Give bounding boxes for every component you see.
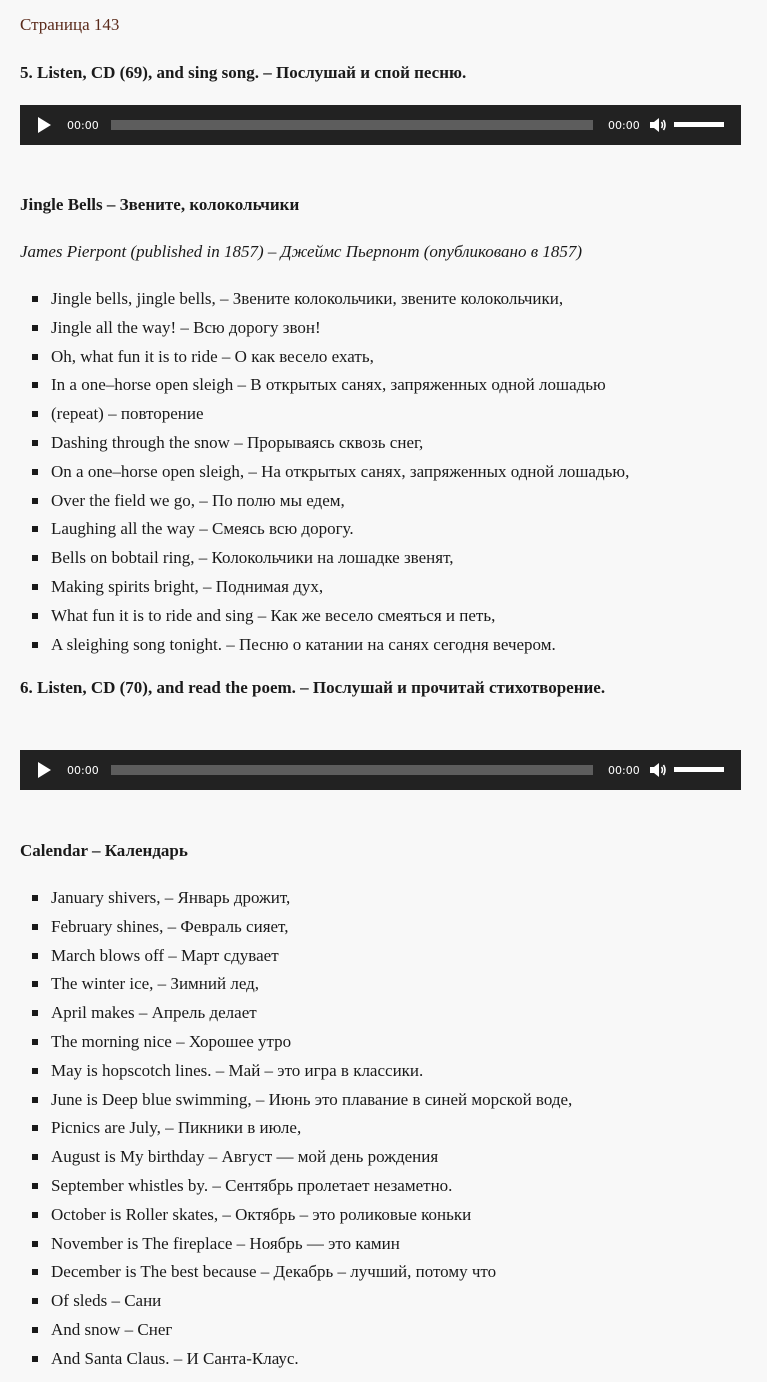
list-item: The morning nice – Хорошее утро: [20, 1029, 572, 1058]
audio-player-exercise-6: [20, 750, 741, 790]
list-item: In a one–horse open sleigh – В открытых санях, запряженных одной лошадью: [20, 372, 629, 401]
list-item: A sleighing song tonight. – Песню о катании на санях сегодня вечером.: [20, 632, 629, 661]
list-item: Laughing all the way – Смеясь всю дорогу.: [20, 516, 629, 545]
list-item: Picnics are July, – Пикники в июле,: [20, 1115, 572, 1144]
list-item: October is Roller skates, – Октябрь – это роликовые коньки: [20, 1202, 572, 1231]
list-item: Of sleds – Сани: [20, 1288, 572, 1317]
list-item: Over the field we go, – По полю мы едем,: [20, 488, 629, 517]
song-lyrics-list: [20, 286, 629, 660]
list-item: (repeat) – повторение: [20, 401, 629, 430]
list-item: What fun it is to ride and sing – Как же весело смеяться и петь,: [20, 603, 629, 632]
list-item: February shines, – Февраль сияет,: [20, 914, 572, 943]
list-item: April makes – Апрель делает: [20, 1000, 572, 1029]
list-item: Bells on bobtail ring, – Колокольчики на лошадке звенят,: [20, 545, 629, 574]
list-item: September whistles by. – Сентябрь пролетает незаметно.: [20, 1173, 572, 1202]
exercise-6-heading: 6. Listen, CD (70), and read the poem. – Послушай и прочитай стихотворение.: [20, 678, 606, 697]
list-item: And Santa Claus. – И Санта-Клаус.: [20, 1346, 572, 1375]
list-item: January shivers, – Январь дрожит,: [20, 885, 572, 914]
list-item: August is My birthday – Август — мой день рождения: [20, 1144, 572, 1173]
list-item: Jingle all the way! – Всю дорогу звон!: [20, 315, 629, 344]
volume-icon[interactable]: [649, 117, 667, 133]
list-item: Making spirits bright, – Поднимая дух,: [20, 574, 629, 603]
list-item: And snow – Снег: [20, 1317, 572, 1346]
play-icon[interactable]: [38, 762, 51, 778]
poem-title: Calendar – Календарь: [20, 841, 188, 860]
page-label: Страница 143: [20, 15, 120, 34]
duration-time: 00:00: [608, 764, 640, 777]
list-item: November is The fireplace – Ноябрь — это камин: [20, 1231, 572, 1260]
list-item: Jingle bells, jingle bells, – Звените колокольчики, звените колокольчики,: [20, 286, 629, 315]
play-icon[interactable]: [38, 117, 51, 133]
current-time: 00:00: [67, 764, 99, 777]
list-item: The winter ice, – Зимний лед,: [20, 971, 572, 1000]
poem-lines-list: [20, 885, 572, 1375]
audio-player-exercise-5: [20, 105, 741, 145]
song-title: Jingle Bells – Звените, колокольчики: [20, 195, 300, 214]
list-item: June is Deep blue swimming, – Июнь это плавание в синей морской воде,: [20, 1087, 572, 1116]
list-item: Dashing through the snow – Прорываясь сквозь снег,: [20, 430, 629, 459]
list-item: December is The best because – Декабрь – лучший, потому что: [20, 1259, 572, 1288]
song-author: James Pierpont (published in 1857) – Джеймс Пьерпонт (опубликовано в 1857): [20, 242, 583, 261]
volume-slider[interactable]: [674, 122, 724, 127]
list-item: May is hopscotch lines. – Май – это игра в классики.: [20, 1058, 572, 1087]
duration-time: 00:00: [608, 119, 640, 132]
seek-slider[interactable]: [111, 765, 593, 775]
list-item: On a one–horse open sleigh, – На открытых санях, запряженных одной лошадью,: [20, 459, 629, 488]
seek-slider[interactable]: [111, 120, 593, 130]
list-item: Oh, what fun it is to ride – О как весело ехать,: [20, 344, 629, 373]
current-time: 00:00: [67, 119, 99, 132]
volume-slider[interactable]: [674, 767, 724, 772]
list-item: March blows off – Март сдувает: [20, 943, 572, 972]
exercise-5-heading: 5. Listen, CD (69), and sing song. – Послушай и спой песню.: [20, 63, 467, 82]
volume-icon[interactable]: [649, 762, 667, 778]
